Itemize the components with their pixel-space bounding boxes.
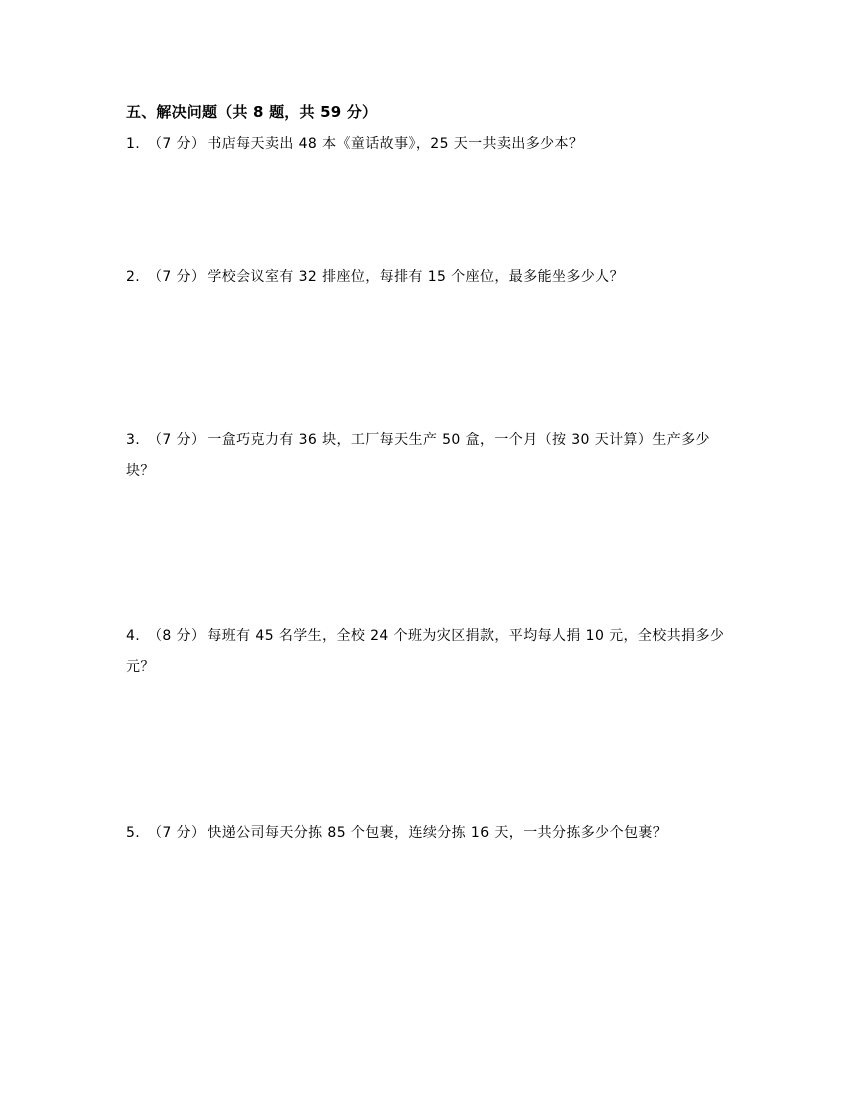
question-text: 每班有 45 名学生，全校 24 个班为灾区捐款，平均每人捐 10 元，全校共捐多少元？ (126, 628, 725, 675)
question-text: 快递公司每天分拣 85 个包裹，连续分拣 16 天，一共分拣多少个包裹？ (207, 825, 668, 841)
question-text: 书店每天卖出 48 本《童话故事》，25 天一共卖出多少本？ (207, 136, 584, 152)
question-number: 4. (126, 628, 141, 644)
question-text: 学校会议室有 32 排座位，每排有 15 个座位，最多能坐多少人？ (207, 269, 624, 285)
question-2 (126, 262, 738, 293)
question-4 (126, 621, 738, 683)
question-score: （7 分） (148, 432, 206, 448)
section-title: 五、解决问题（共 8 题，共 59 分） (126, 103, 378, 121)
question-number: 3. (126, 432, 141, 448)
question-number: 5. (126, 825, 141, 841)
question-3 (126, 425, 738, 487)
question-5 (126, 818, 738, 849)
question-number: 1. (126, 136, 141, 152)
question-1 (126, 129, 738, 160)
question-score: （8 分） (148, 628, 206, 644)
question-score: （7 分） (148, 825, 206, 841)
question-score: （7 分） (148, 269, 206, 285)
question-score: （7 分） (148, 136, 206, 152)
question-text: 一盒巧克力有 36 块，工厂每天生产 50 盒，一个月（按 30 天计算）生产多少块？ (126, 432, 710, 479)
question-number: 2. (126, 269, 141, 285)
